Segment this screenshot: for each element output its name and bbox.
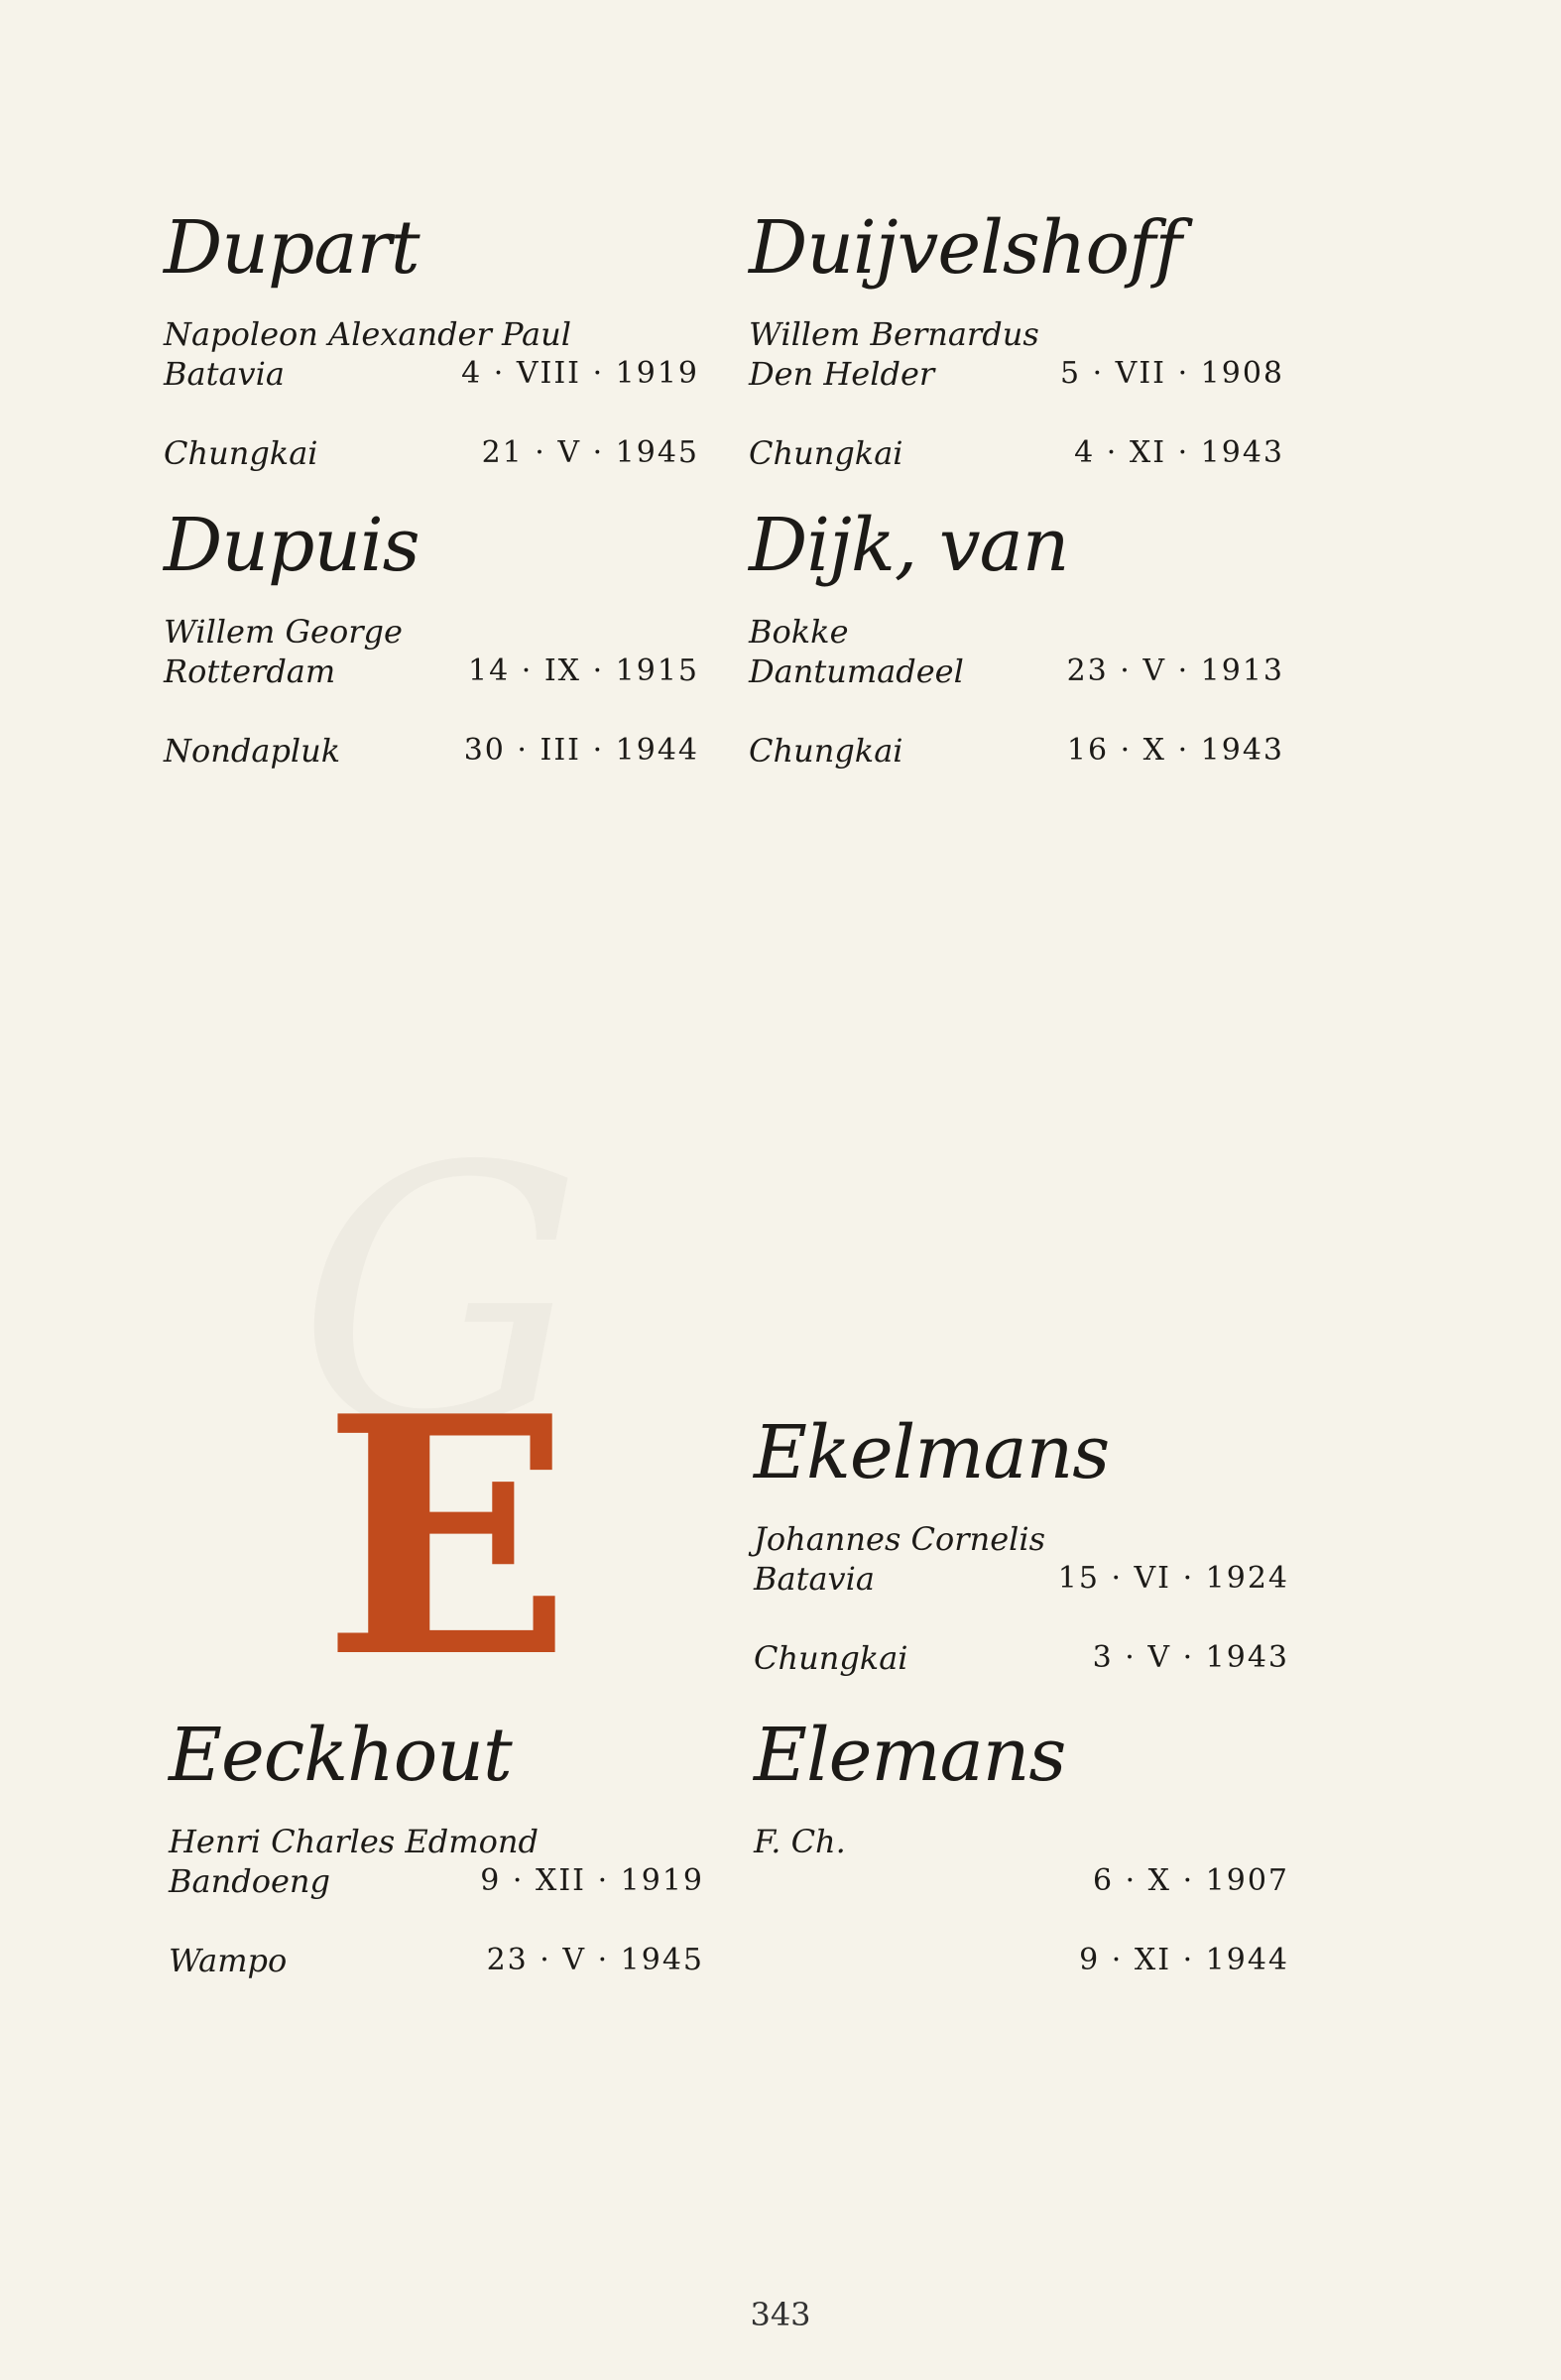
surname: Ekelmans [754,1410,1110,1495]
given-names [749,610,1284,654]
death-line [749,729,1284,773]
given-names-text: Bokke [749,613,849,651]
death-line [754,1636,1289,1680]
entry-dupuis [164,501,719,788]
birth-date: 6 · X · 1907 [1092,1863,1289,1898]
birth-place: Den Helder [749,355,935,393]
surname: Elemans [754,1713,1066,1798]
surname: Dupuis [164,503,420,588]
birth-date: 9 · XII · 1919 [480,1863,704,1898]
death-date: 30 · III · 1944 [463,733,699,768]
death-place: Nondapluk [164,732,341,770]
given-names [164,312,699,356]
death-line [164,729,699,773]
given-names-text: F. Ch. [754,1823,846,1860]
death-date: 21 · V · 1945 [481,435,699,470]
death-line [169,1939,704,1982]
birth-date: 15 · VI · 1924 [1057,1561,1289,1596]
birth-date: 5 · VII · 1908 [1059,356,1284,391]
death-place: Wampo [169,1942,288,1979]
given-names [749,312,1284,356]
death-place: Chungkai [749,434,903,472]
page-number: 343 [750,2296,811,2333]
birth-place: Rotterdam [164,653,336,690]
surname: Dupart [164,205,420,291]
entry-eeckhout [169,1711,724,1998]
entry-dupart [164,203,719,491]
birth-line [169,1859,704,1903]
death-date: 3 · V · 1943 [1092,1640,1289,1675]
birth-date: 14 · IX · 1915 [468,654,699,688]
birth-date: 4 · VIII · 1919 [461,356,699,391]
death-date: 4 · XI · 1943 [1074,435,1284,470]
birth-line [164,650,699,693]
death-place: Chungkai [754,1639,908,1677]
birth-line [164,352,699,396]
surname: Dijk, van [749,503,1069,588]
death-place: Chungkai [164,434,318,472]
birth-date: 23 · V · 1913 [1066,654,1284,688]
death-date: 9 · XI · 1944 [1079,1943,1289,1977]
birth-line [749,650,1284,693]
birth-line [754,1557,1289,1601]
death-date: 23 · V · 1945 [486,1943,704,1977]
entry-duijvelshoff [749,203,1304,491]
surname: Duijvelshoff [749,205,1181,291]
entry-dijk-van [749,501,1304,788]
birth-place: Bandoeng [169,1862,330,1900]
entry-elemans [754,1711,1309,1998]
given-names-text: Henri Charles Edmond [169,1823,539,1860]
death-line [164,431,699,475]
surname: Eeckhout [169,1713,512,1798]
given-names [164,610,699,654]
given-names-text: Napoleon Alexander Paul [164,315,571,353]
birth-line [754,1859,1289,1903]
birth-place: Dantumadeel [749,653,964,690]
given-names-text: Johannes Cornelis [754,1520,1046,1558]
given-names [754,1517,1289,1561]
death-place: Chungkai [749,732,903,770]
death-line [754,1939,1289,1982]
given-names [169,1820,704,1863]
given-names-text: Willem Bernardus [749,315,1039,353]
death-line [749,431,1284,475]
entry-ekelmans [754,1408,1309,1696]
section-initial-letter: E [322,1345,572,1729]
birth-line [749,352,1284,396]
birth-place: Batavia [164,355,285,393]
death-date: 16 · X · 1943 [1066,733,1284,768]
given-names [754,1820,1289,1863]
given-names-text: Willem George [164,613,403,651]
birth-place: Batavia [754,1560,875,1598]
